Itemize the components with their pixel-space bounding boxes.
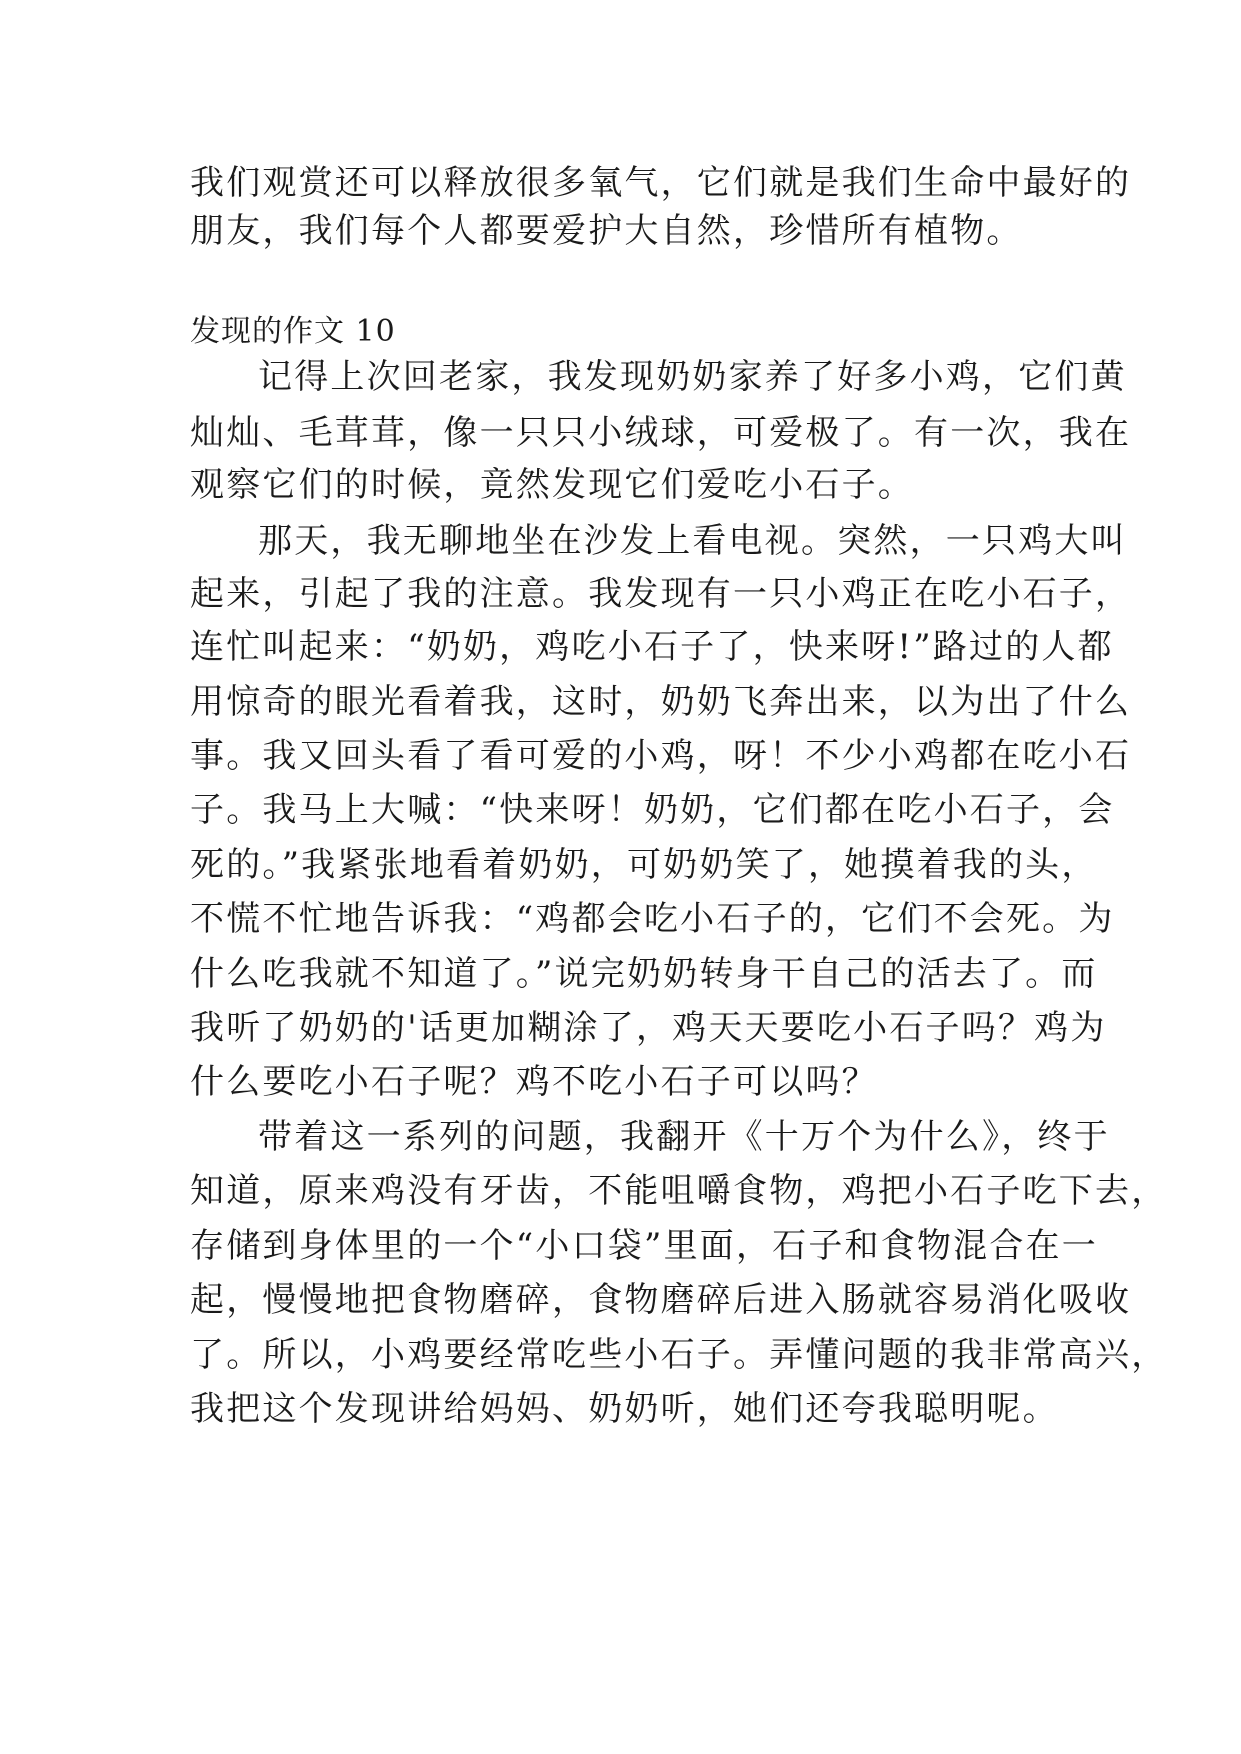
paragraph-3-line-6: 我把这个发现讲给妈妈、奶奶听，她们还夸我聪明呢。 [190, 1389, 1059, 1429]
intro-line-2: 朋友，我们每个人都要爱护大自然，珍惜所有植物。 [190, 211, 1023, 251]
paragraph-2-line-5: 事。我又回头看了看可爱的小鸡，呀！不少小鸡都在吃小石 [190, 736, 1132, 776]
intro-line-1: 我们观赏还可以释放很多氧气，它们就是我们生命中最好的 [190, 163, 1132, 203]
paragraph-2-line-4: 用惊奇的眼光看着我，这时，奶奶飞奔出来，以为出了什么 [190, 682, 1132, 722]
paragraph-2-line-2: 起来，引起了我的注意。我发现有一只小鸡正在吃小石子， [190, 574, 1132, 614]
paragraph-3-line-4: 起，慢慢地把食物磨碎，食物磨碎后进入肠就容易消化吸收 [190, 1280, 1132, 1320]
paragraph-3-line-1: 带着这一系列的问题，我翻开《十万个为什么》，终于 [258, 1117, 1110, 1157]
paragraph-1-line-3: 观察它们的时候，竟然发现它们爱吃小石子。 [190, 465, 914, 505]
paragraph-2-line-6: 子。我马上大喊：“快来呀！奶奶，它们都在吃小石子，会 [190, 790, 1115, 830]
paragraph-2-line-9: 什么吃我就不知道了。”说完奶奶转身干自己的活去了。而 [190, 954, 1098, 994]
paragraph-2-line-10: 我听了奶奶的'话更加糊涂了，鸡天天要吃小石子吗？鸡为 [190, 1008, 1107, 1048]
paragraph-2-line-11: 什么要吃小石子呢？鸡不吃小石子可以吗？ [190, 1062, 878, 1102]
paragraph-3-line-3: 存储到身体里的一个“小口袋”里面，石子和食物混合在一 [190, 1226, 1098, 1266]
paragraph-1-line-1: 记得上次回老家，我发现奶奶家养了好多小鸡，它们黄 [258, 357, 1127, 397]
paragraph-2-line-3: 连忙叫起来：“奶奶，鸡吃小石子了，快来呀!”路过的人都 [190, 627, 1114, 667]
essay-title: 发现的作文 10 [190, 314, 396, 349]
paragraph-3-line-5: 了。所以，小鸡要经常吃些小石子。弄懂问题的我非常高兴， [190, 1335, 1168, 1375]
paragraph-1-line-2: 灿灿、毛茸茸，像一只只小绒球，可爱极了。有一次，我在 [190, 413, 1132, 453]
paragraph-3-line-2: 知道，原来鸡没有牙齿，不能咀嚼食物，鸡把小石子吃下去， [190, 1171, 1168, 1211]
paragraph-2-line-8: 不慌不忙地告诉我：“鸡都会吃小石子的，它们不会死。为 [190, 899, 1115, 939]
paragraph-2-line-7: 死的。”我紧张地看着奶奶，可奶奶笑了，她摸着我的头， [190, 845, 1098, 885]
paragraph-2-line-1: 那天，我无聊地坐在沙发上看电视。突然，一只鸡大叫 [258, 521, 1127, 561]
